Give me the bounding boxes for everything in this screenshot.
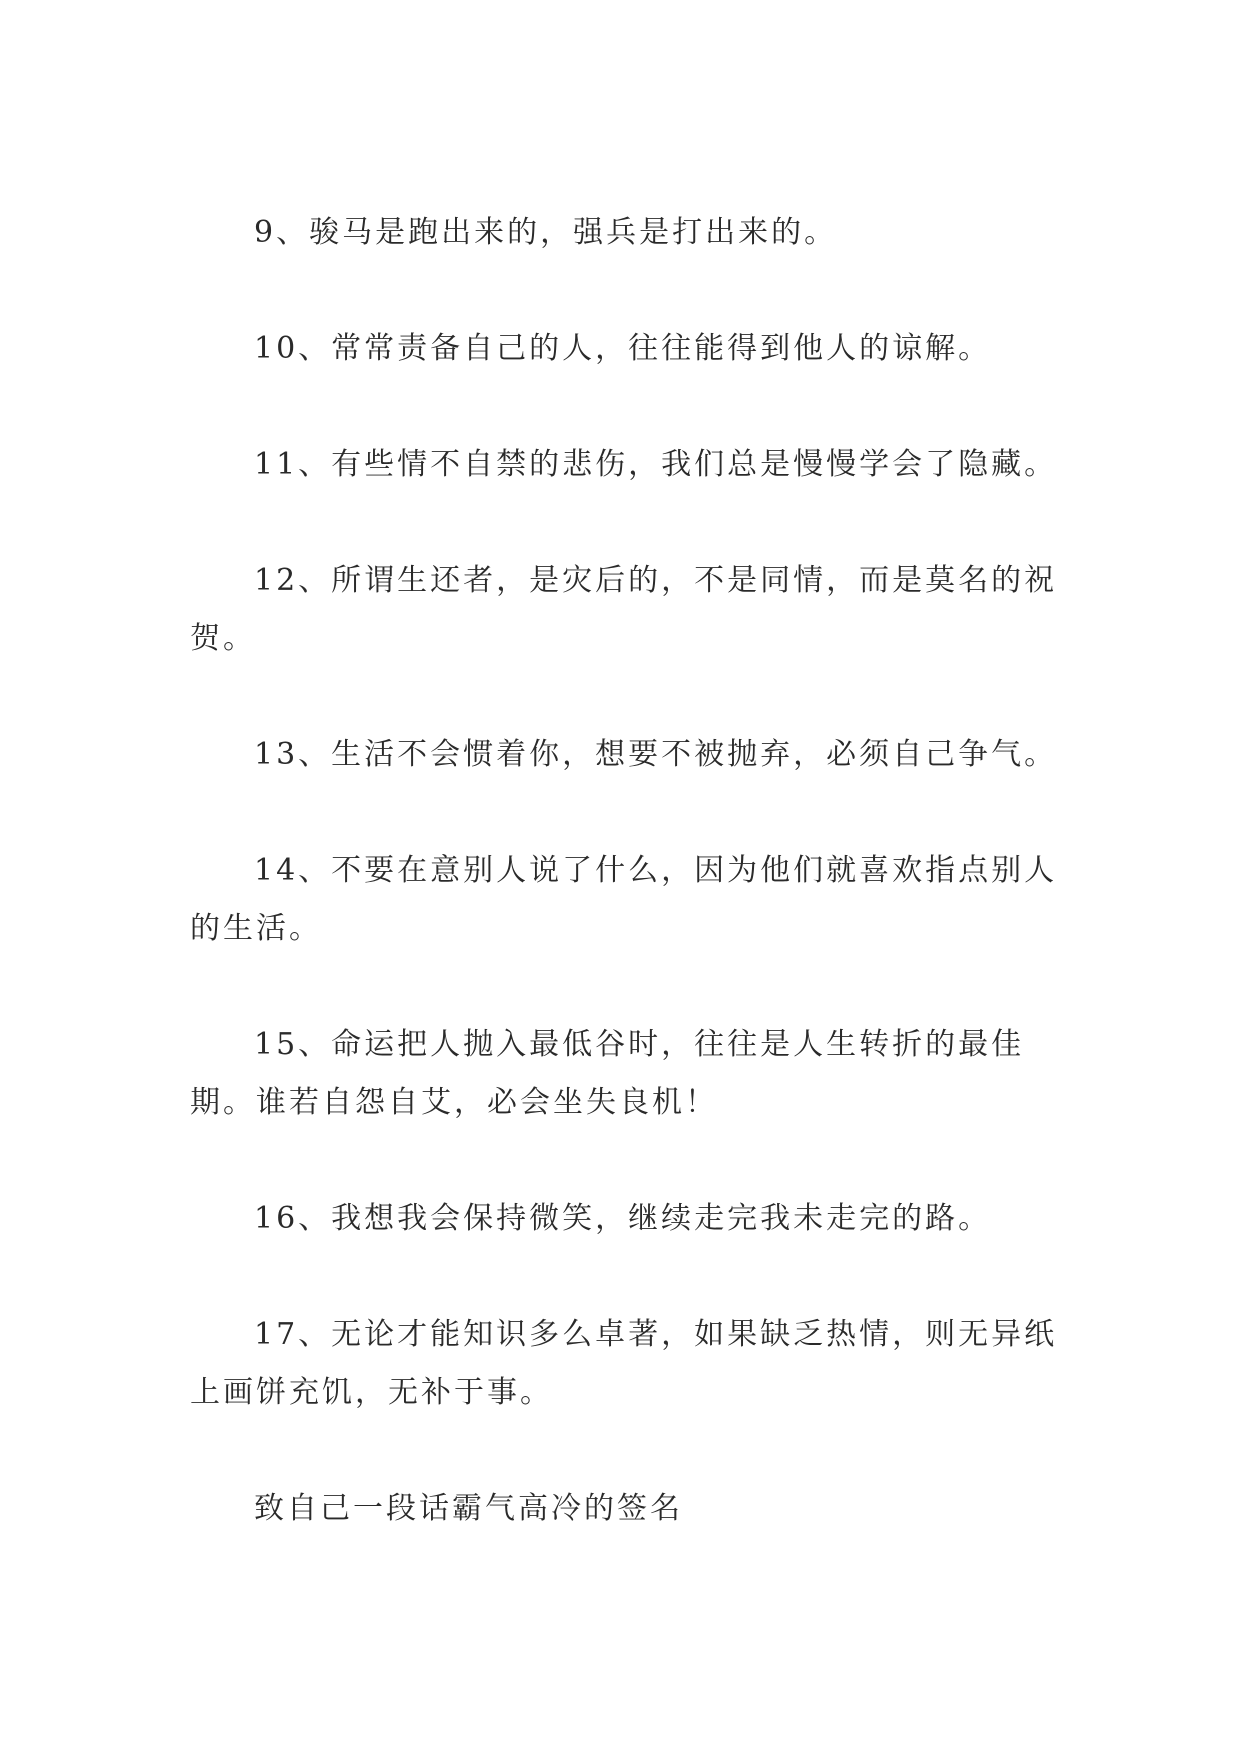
paragraph-11: 11、有些情不自禁的悲伤，我们总是慢慢学会了隐藏。 (254, 447, 1058, 482)
paragraph-13: 13、生活不会惯着你，想要不被抛弃，必须自己争气。 (254, 737, 1058, 772)
paragraph-15: 15、命运把人抛入最低谷时，往往是人生转折的最佳期。谁若自怨自艾，必会坐失良机！ (190, 1027, 1025, 1120)
paragraph-17: 17、无论才能知识多么卓著，如果缺乏热情，则无异纸上画饼充饥，无补于事。 (190, 1317, 1058, 1410)
section-heading: 致自己一段话霸气高冷的签名 (254, 1491, 683, 1526)
paragraph-10: 10、常常责备自己的人，往往能得到他人的谅解。 (254, 331, 992, 366)
paragraph-14: 14、不要在意别人说了什么，因为他们就喜欢指点别人的生活。 (190, 853, 1058, 946)
document-body (190, 204, 1070, 1538)
paragraph-16: 16、我想我会保持微笑，继续走完我未走完的路。 (254, 1201, 992, 1236)
paragraph-12: 12、所谓生还者，是灾后的，不是同情，而是莫名的祝贺。 (190, 563, 1058, 656)
paragraph-9: 9、骏马是跑出来的，强兵是打出来的。 (254, 215, 838, 250)
